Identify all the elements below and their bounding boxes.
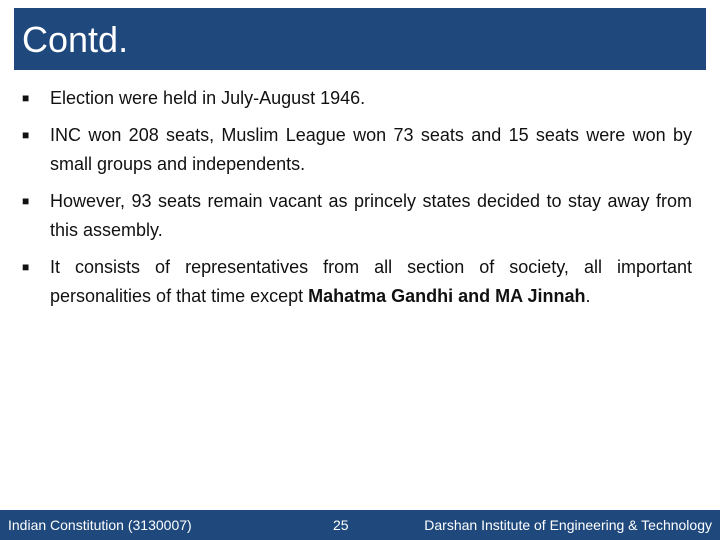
slide-footer	[0, 510, 720, 540]
slide-title-bar	[14, 8, 706, 72]
bullet-item	[20, 84, 692, 113]
bullet-square-icon: ■	[22, 260, 30, 274]
bullet-text: It consists of representatives from all section of society, all important personalities of that time except	[50, 257, 692, 306]
bullet-item	[20, 187, 692, 245]
bullet-text-end: .	[585, 286, 591, 306]
slide-title: Contd.	[22, 19, 129, 60]
bullet-text: However, 93 seats remain vacant as princely states decided to stay away from this assembly.	[50, 191, 692, 240]
bullet-text: INC won 208 seats, Muslim League won 73 seats and 15 seats were won by small groups and independents.	[50, 125, 692, 174]
footer-institute: Darshan Institute of Engineering & Technology	[424, 517, 712, 533]
bullet-square-icon: ■	[22, 128, 30, 142]
bullet-item	[20, 121, 692, 179]
bullet-square-icon: ■	[22, 194, 30, 208]
bullet-square-icon: ■	[22, 91, 30, 105]
bullet-bold-text: Mahatma Gandhi and MA Jinnah	[308, 286, 586, 306]
bullet-item	[20, 253, 692, 311]
footer-page-number: 25	[333, 517, 349, 533]
bullet-text: Election were held in July-August 1946.	[50, 88, 366, 108]
footer-course: Indian Constitution (3130007)	[8, 517, 192, 533]
slide-content	[20, 84, 692, 319]
